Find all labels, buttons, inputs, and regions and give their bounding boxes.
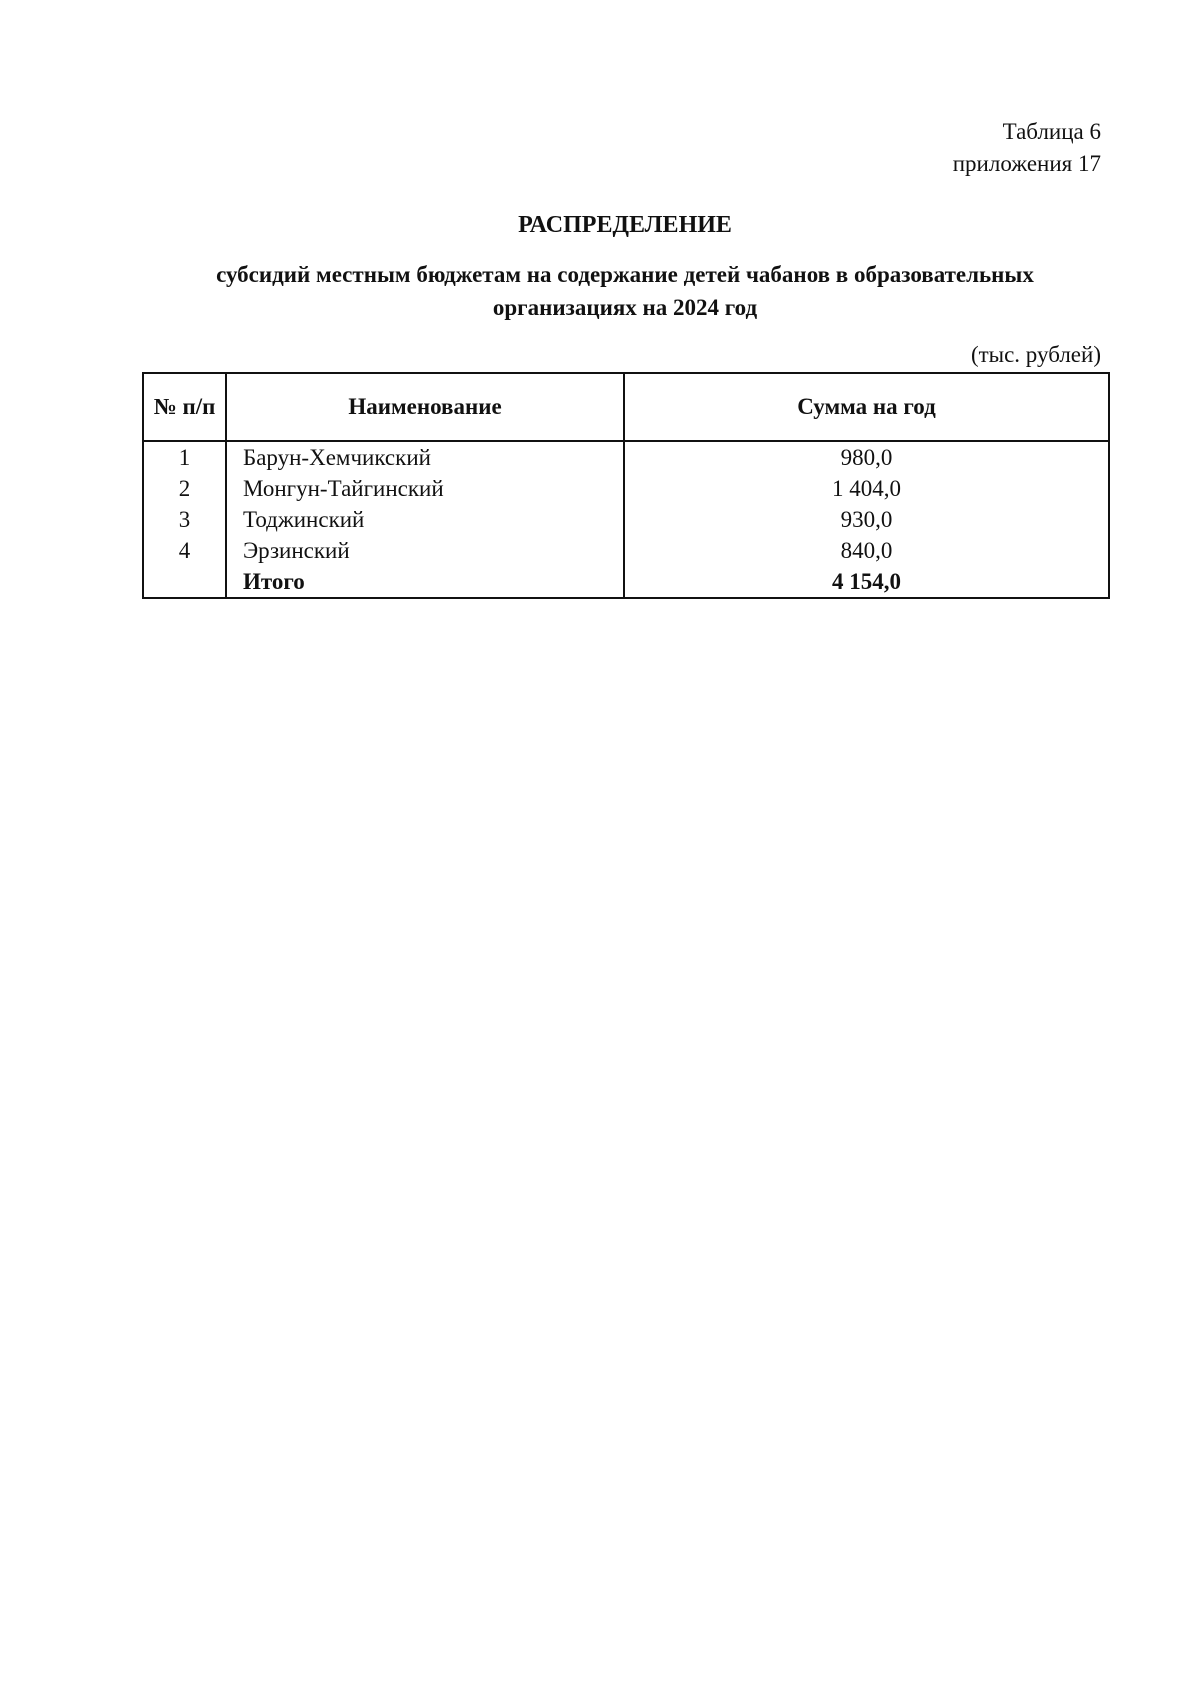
row-number: 4	[143, 535, 226, 566]
unit-note: (тыс. рублей)	[970, 342, 1101, 367]
appendix-number: приложения 17	[952, 151, 1101, 176]
row-name: Монгун-Тайгинский	[226, 473, 624, 504]
subtitle-line-1: субсидий местным бюджетам на содержание детей чабанов в образовательных	[216, 262, 1034, 287]
row-number: 3	[143, 504, 226, 535]
row-number: 2	[143, 473, 226, 504]
row-sum: 1 404,0	[624, 473, 1109, 504]
total-number-cell	[143, 566, 226, 598]
table-header-row	[143, 373, 1109, 441]
document-subtitle	[140, 258, 1110, 324]
table-row	[143, 535, 1109, 566]
subtitle-line-2: организациях на 2024 год	[492, 295, 758, 320]
column-header-number: № п/п	[143, 373, 226, 441]
table-row	[143, 473, 1109, 504]
distribution-table	[142, 372, 1110, 599]
row-sum: 930,0	[624, 504, 1109, 535]
document-title: РАСПРЕДЕЛЕНИЕ	[518, 212, 732, 238]
table-row	[143, 441, 1109, 473]
row-number: 1	[143, 441, 226, 473]
row-name: Барун-Хемчикский	[226, 441, 624, 473]
row-sum: 840,0	[624, 535, 1109, 566]
row-sum: 980,0	[624, 441, 1109, 473]
table-number: Таблица 6	[1002, 119, 1101, 144]
row-name: Тоджинский	[226, 504, 624, 535]
column-header-sum: Сумма на год	[624, 373, 1109, 441]
table-reference	[953, 116, 1101, 180]
total-label: Итого	[226, 566, 624, 598]
total-sum: 4 154,0	[624, 566, 1109, 598]
column-header-name: Наименование	[226, 373, 624, 441]
total-row	[143, 566, 1109, 598]
table-row	[143, 504, 1109, 535]
row-name: Эрзинский	[226, 535, 624, 566]
